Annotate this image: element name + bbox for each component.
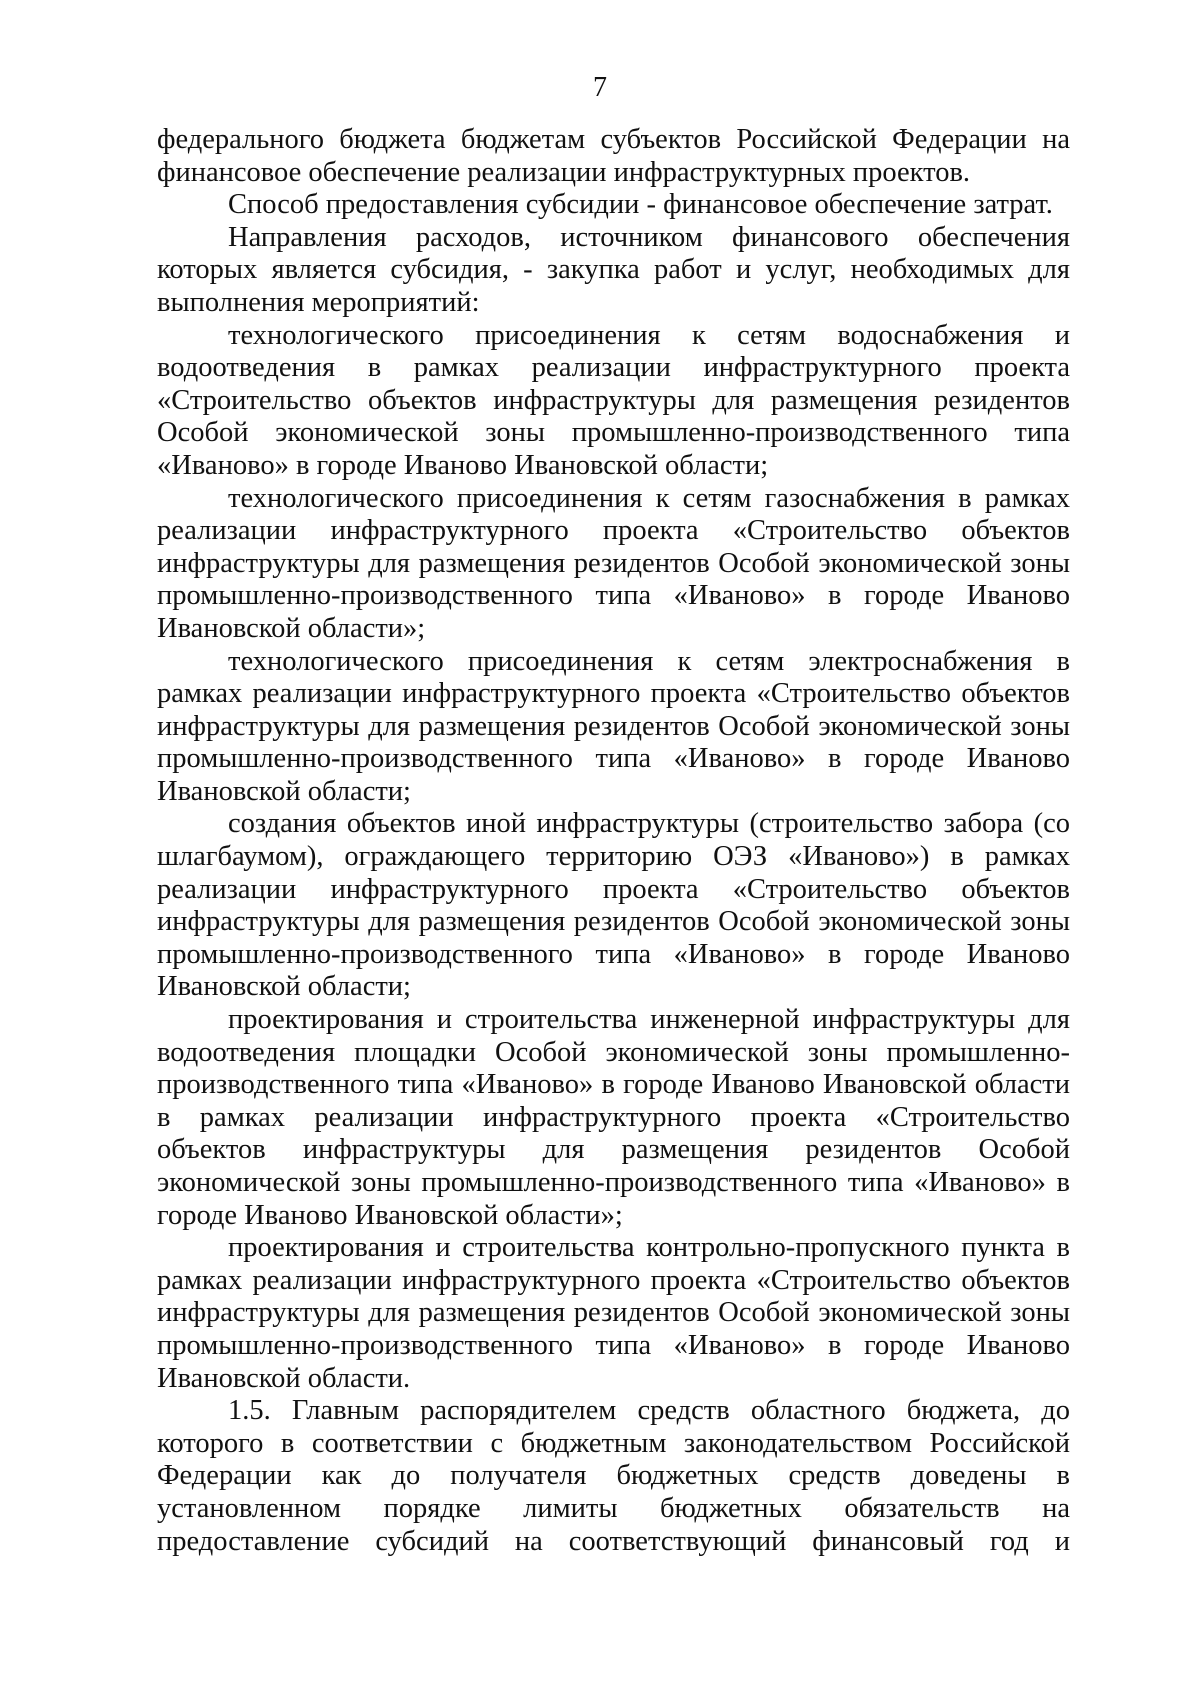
list-item-other-infrastructure: создания объектов иной инфраструктуры (строительство забора (со шлагбаумом), ограждающего территорию ОЭЗ «Иваново») в рамках реализации инфраструктурного проекта «Строительство объектов инфраструктуры для размещения резидентов Особой экономической зоны промышленно-производственного типа «Иваново» в городе Иваново Ивановской области; xyxy=(157,808,1070,1003)
page-number: 7 xyxy=(593,72,607,103)
paragraph-expense-directions: Направления расходов, источником финансового обеспечения которых является субсидия, - закупка работ и услуг, необходимых для выполнения мероприятий: xyxy=(157,221,1070,318)
list-item-gas-connection: технологического присоединения к сетям газоснабжения в рамках реализации инфраструктурного проекта «Строительство объектов инфраструктуры для размещения резидентов Особой экономической зоны промышленно-производственного типа «Иваново» в городе Иваново Ивановской области»; xyxy=(157,482,1070,644)
paragraph-main-administrator: 1.5. Главным распорядителем средств областного бюджета, до которого в соответствии с бюджетным законодательством Российской Федерации как до получателя бюджетных средств доведены в установленном порядке лимиты бюджетных обязательств на предоставление субсидий на соответствующий финансовый год и xyxy=(157,1395,1070,1557)
document-body xyxy=(157,124,1070,1558)
list-item-checkpoint: проектирования и строительства контрольно-пропускного пункта в рамках реализации инфраструктурного проекта «Строительство объектов инфраструктуры для размещения резидентов Особой экономической зоны промышленно-производственного типа «Иваново» в городе Иваново Ивановской области. xyxy=(157,1232,1070,1394)
list-item-electric-connection: технологического присоединения к сетям электроснабжения в рамках реализации инфраструктурного проекта «Строительство объектов инфраструктуры для размещения резидентов Особой экономической зоны промышленно-производственного типа «Иваново» в городе Иваново Ивановской области; xyxy=(157,645,1070,807)
list-item-drainage-infrastructure: проектирования и строительства инженерной инфраструктуры для водоотведения площадки Особой экономической зоны промышленно-производственного типа «Иваново» в городе Иваново Ивановской области в рамках реализации инфраструктурного проекта «Строительство объектов инфраструктуры для размещения резидентов Особой экономической зоны промышленно-производственного типа «Иваново» в городе Иваново Ивановской области»; xyxy=(157,1004,1070,1231)
paragraph-budget-continuation: федерального бюджета бюджетам субъектов Российской Федерации на финансовое обеспечение реализации инфраструктурных проектов. xyxy=(157,124,1070,188)
list-item-water-connection: технологического присоединения к сетям водоснабжения и водоотведения в рамках реализации инфраструктурного проекта «Строительство объектов инфраструктуры для размещения резидентов Особой экономической зоны промышленно-производственного типа «Иваново» в городе Иваново Ивановской области; xyxy=(157,319,1070,481)
paragraph-subsidy-method: Способ предоставления субсидии - финансовое обеспечение затрат. xyxy=(228,189,1053,221)
